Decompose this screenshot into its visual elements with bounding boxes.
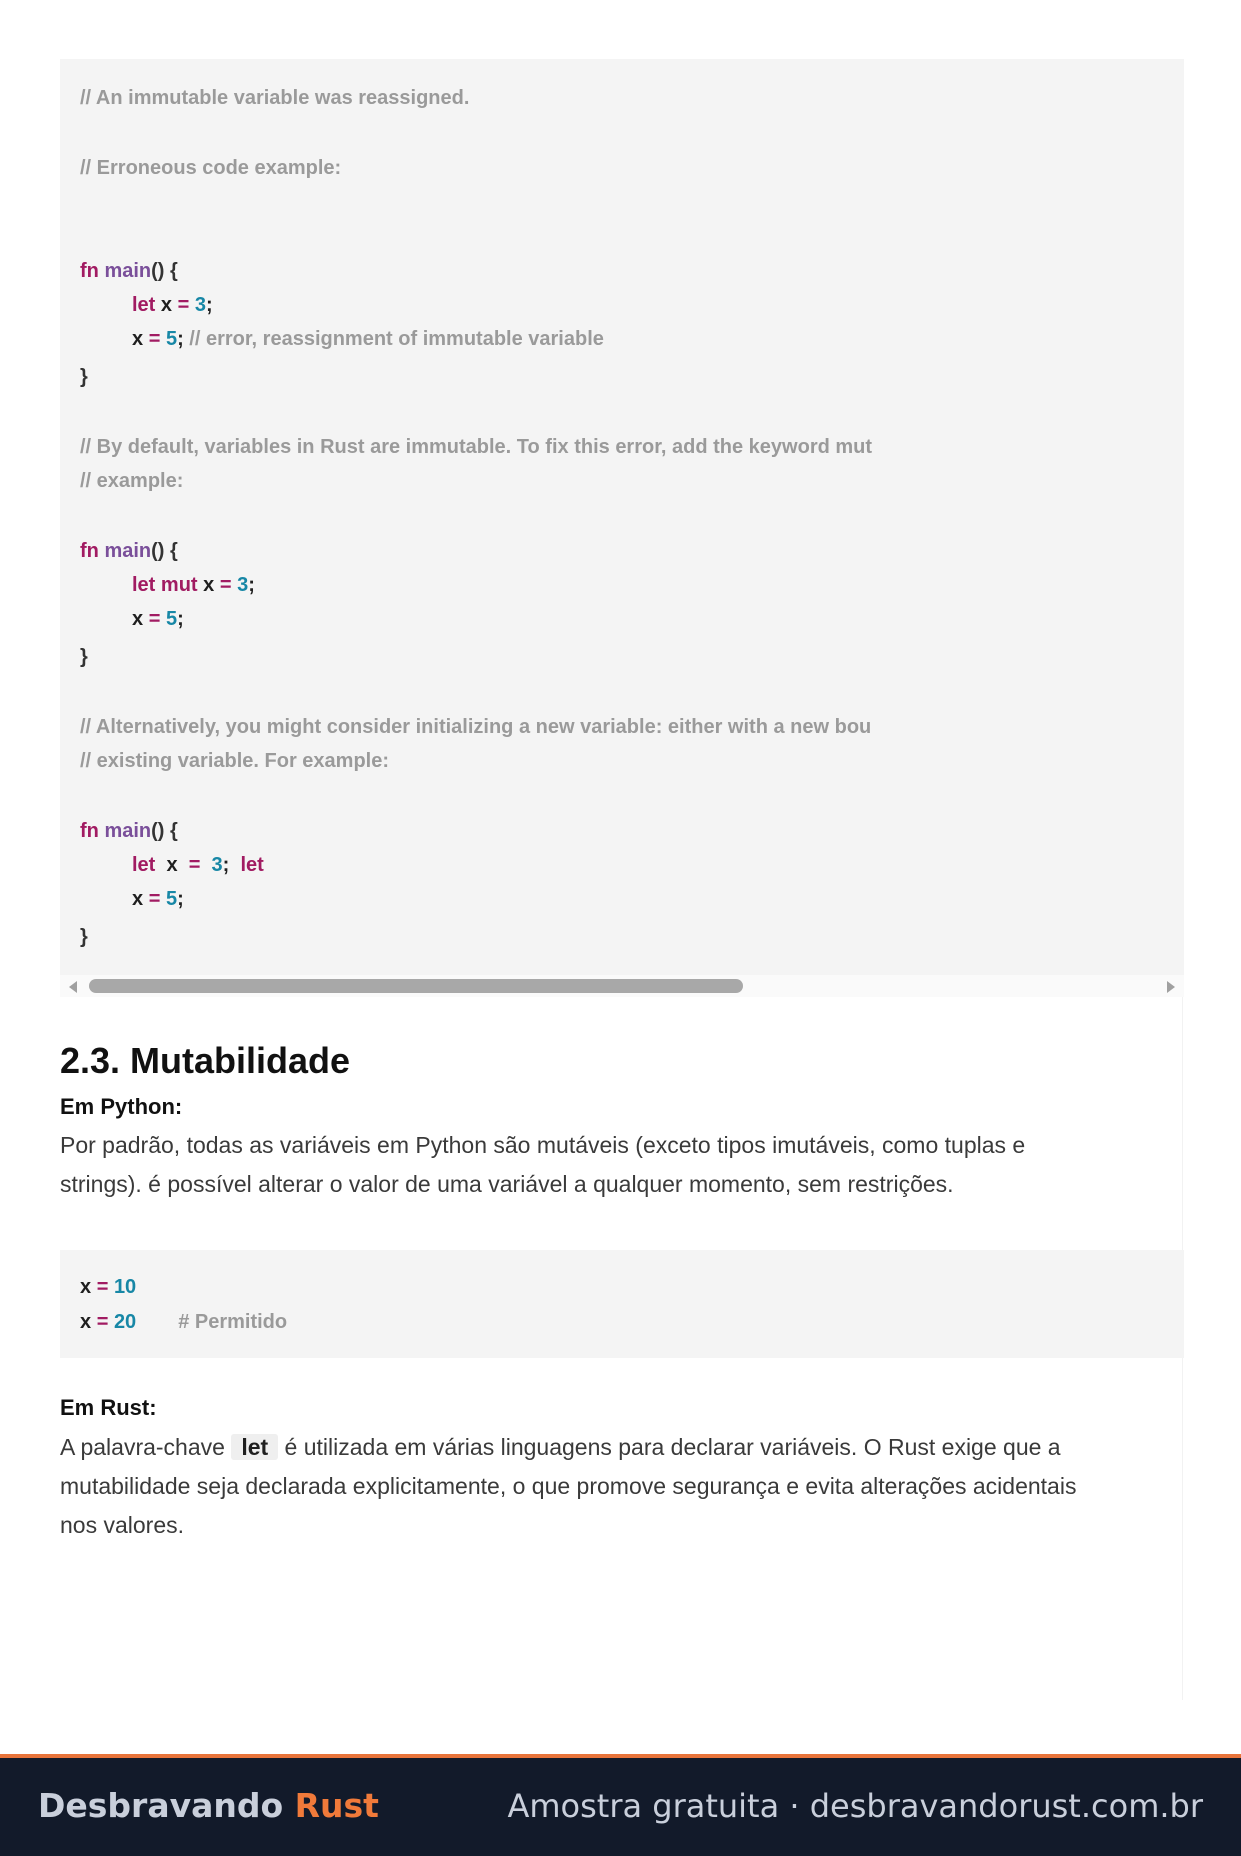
scroll-thumb[interactable] — [89, 979, 743, 993]
code-block-rust-errors — [60, 59, 1184, 975]
section-title: 2.3. Mutabilidade — [60, 1040, 351, 1081]
code-comment: // An immutable variable was reassigned. — [80, 87, 470, 109]
code-line: } — [80, 366, 88, 388]
scroll-right-arrow-icon[interactable] — [1167, 981, 1175, 993]
horizontal-scrollbar[interactable] — [60, 975, 1184, 997]
python-heading: Em Python: — [60, 1094, 183, 1119]
brand-logo: Desbravando Rust — [38, 1786, 379, 1825]
code-line: fn main() { — [80, 260, 178, 282]
code-line: let x = 3; let — [132, 854, 264, 876]
code-line: } — [80, 926, 88, 948]
code-line: fn main() { — [80, 540, 178, 562]
rust-paragraph: A palavra-chave let é utilizada em várias linguagens para declarar variáveis. O Rust exige que a mutabilidade seja declarada explicitamente, o que promove segurança e evita alterações acidentais nos valores. — [60, 1434, 1077, 1538]
rust-heading: Em Rust: — [60, 1395, 157, 1420]
code-line: fn main() { — [80, 820, 178, 842]
code-comment: // existing variable. For example: — [80, 750, 390, 772]
code-line: x = 5; — [132, 888, 184, 910]
code-comment: // Erroneous code example: — [80, 157, 342, 179]
code-comment: // example: — [80, 470, 184, 492]
code-line: x = 10 — [80, 1276, 137, 1298]
code-comment: // Alternatively, you might consider initializing a new variable: either with a new bou — [80, 716, 872, 738]
inline-code-let: let — [231, 1434, 278, 1460]
code-comment: // By default, variables in Rust are immutable. To fix this error, add the keyword mut — [80, 436, 873, 458]
code-line: x = 20 # Permitido — [80, 1311, 288, 1333]
footer-note: Amostra gratuita · desbravandorust.com.br — [507, 1787, 1203, 1825]
code-line: x = 5; — [132, 608, 184, 630]
code-block-python — [60, 1250, 1184, 1358]
code-line: } — [80, 646, 88, 668]
footer-accent-line — [0, 1754, 1241, 1758]
python-paragraph: Por padrão, todas as variáveis em Python são mutáveis (exceto tipos imutáveis, como tuplas e strings). é possível alterar o valor de uma variável a qualquer momento, sem restrições. — [60, 1132, 1026, 1197]
scroll-left-arrow-icon[interactable] — [69, 981, 77, 993]
code-line: x = 5; // error, reassignment of immutable variable — [132, 328, 604, 350]
code-line: let x = 3; — [132, 294, 213, 316]
code-line: let mut x = 3; — [132, 574, 255, 596]
footer-bar — [0, 1754, 1241, 1856]
